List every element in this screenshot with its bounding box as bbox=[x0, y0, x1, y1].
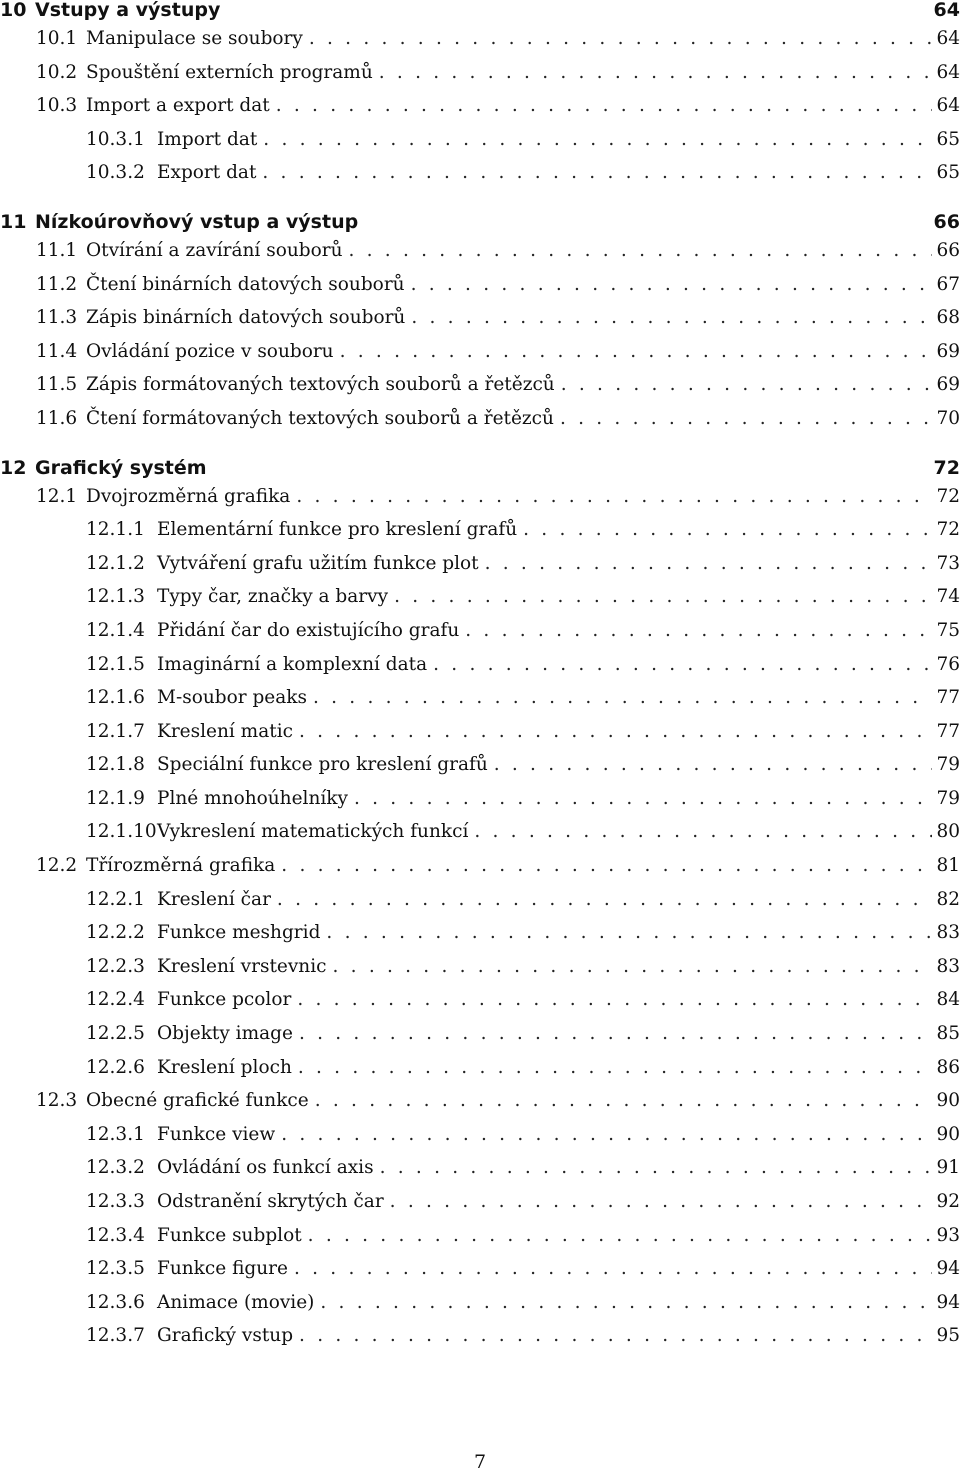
entry-page: 94 bbox=[936, 1291, 960, 1313]
entry-title: Import a export dat bbox=[86, 95, 270, 117]
entry-page: 82 bbox=[936, 888, 960, 910]
entry-title: Čtení formátovaných textových souborů a řetězců bbox=[86, 407, 554, 429]
toc-subsection-entry[interactable] bbox=[0, 815, 960, 849]
entry-number: 12.1.8 bbox=[86, 754, 145, 776]
entry-page: 72 bbox=[936, 485, 960, 507]
entry-number: 11.2 bbox=[36, 273, 78, 295]
toc-subsection-entry[interactable] bbox=[0, 1319, 960, 1353]
dot-leader bbox=[303, 22, 932, 56]
entry-title: Plné mnohoúhelníky bbox=[157, 787, 348, 809]
dot-leader bbox=[373, 56, 932, 90]
chapter-page: 72 bbox=[933, 456, 960, 479]
entry-number: 12.1.6 bbox=[86, 687, 145, 709]
dot-leader bbox=[256, 156, 932, 190]
chapter-number: 10 bbox=[0, 0, 27, 21]
entry-page: 86 bbox=[936, 1056, 960, 1078]
dot-leader bbox=[554, 402, 932, 436]
toc-chapter-heading[interactable] bbox=[0, 212, 960, 232]
dot-leader bbox=[427, 648, 932, 682]
chapter-number: 12 bbox=[0, 456, 27, 479]
dot-leader bbox=[307, 681, 932, 715]
entry-page: 94 bbox=[936, 1258, 960, 1280]
entry-page: 65 bbox=[936, 162, 960, 184]
entry-title: Spouštění externích programů bbox=[86, 61, 373, 83]
entry-number: 10.3.1 bbox=[86, 128, 145, 150]
entry-title: Třírozměrná grafika bbox=[86, 855, 276, 877]
dot-leader bbox=[374, 1151, 932, 1185]
dot-leader bbox=[270, 89, 932, 123]
entry-number: 12.3.1 bbox=[86, 1123, 145, 1145]
entry-number: 12.2.4 bbox=[86, 989, 145, 1011]
entry-title: Odstranění skrytých čar bbox=[157, 1191, 384, 1212]
entry-number: 12.1.5 bbox=[86, 653, 145, 675]
page-number: 7 bbox=[473, 1451, 487, 1473]
toc-section-entry[interactable] bbox=[0, 234, 960, 268]
entry-page: 74 bbox=[936, 586, 960, 608]
entry-number: 12.2 bbox=[36, 855, 78, 877]
entry-page: 75 bbox=[936, 619, 960, 641]
entry-number: 12.1.2 bbox=[86, 552, 145, 574]
entry-number: 11.3 bbox=[36, 307, 78, 329]
entry-title: Vytváření grafu užitím funkce plot bbox=[157, 552, 479, 574]
entry-title: Funkce subplot bbox=[157, 1224, 302, 1246]
toc-section-entry[interactable] bbox=[0, 301, 960, 335]
toc-subsection-entry[interactable] bbox=[0, 1252, 960, 1286]
toc-subsection-entry[interactable] bbox=[0, 1118, 960, 1152]
entry-page: 66 bbox=[936, 239, 960, 261]
entry-title: Funkce figure bbox=[157, 1258, 288, 1280]
entry-title: Zápis formátovaných textových souborů a řetězců bbox=[86, 374, 555, 396]
toc-section-entry[interactable] bbox=[0, 268, 960, 302]
entry-page: 68 bbox=[936, 307, 960, 329]
entry-title: Dvojrozměrná grafika bbox=[86, 485, 291, 507]
entry-number: 12.1.9 bbox=[86, 787, 145, 809]
dot-leader bbox=[288, 1252, 932, 1286]
entry-number: 11.6 bbox=[36, 407, 78, 429]
dot-leader bbox=[257, 123, 932, 157]
dot-leader bbox=[334, 335, 932, 369]
toc-chapter bbox=[0, 458, 960, 1353]
entry-number: 11.1 bbox=[36, 239, 78, 261]
entry-title: Kreslení vrstevnic bbox=[157, 955, 327, 977]
toc-subsection-entry[interactable] bbox=[0, 883, 960, 917]
entry-page: 64 bbox=[936, 28, 960, 49]
chapter-title: Nízkoúrovňový vstup a výstup bbox=[35, 210, 359, 233]
toc-subsection-entry[interactable] bbox=[0, 156, 960, 190]
entry-page: 67 bbox=[936, 273, 960, 295]
entry-number: 12.3 bbox=[36, 1090, 78, 1112]
entry-number: 11.5 bbox=[36, 374, 78, 396]
entry-number: 12.3.3 bbox=[86, 1191, 145, 1212]
toc-subsection-entry[interactable] bbox=[0, 983, 960, 1017]
entry-title: Typy čar, značky a barvy bbox=[157, 586, 389, 608]
entry-page: 69 bbox=[936, 340, 960, 362]
chapter-page: 64 bbox=[933, 0, 960, 21]
entry-title: Imaginární a komplexní data bbox=[157, 653, 428, 675]
entry-title: Animace (movie) bbox=[157, 1291, 315, 1313]
dot-leader bbox=[342, 234, 932, 268]
dot-leader bbox=[290, 480, 932, 514]
toc-subsection-entry[interactable] bbox=[0, 916, 960, 950]
entry-page: 64 bbox=[936, 61, 960, 83]
dot-leader bbox=[314, 1286, 932, 1320]
dot-leader bbox=[309, 1084, 932, 1118]
entry-number: 12.1.10 bbox=[86, 821, 157, 843]
entry-page: 65 bbox=[936, 128, 960, 150]
entry-title: Export dat bbox=[157, 162, 257, 184]
toc-subsection-entry[interactable] bbox=[0, 1185, 960, 1219]
entry-title: Manipulace se soubory bbox=[86, 28, 303, 49]
toc-subsection-entry[interactable] bbox=[0, 547, 960, 581]
entry-page: 70 bbox=[936, 407, 960, 429]
toc-subsection-entry[interactable] bbox=[0, 782, 960, 816]
dot-leader bbox=[348, 782, 932, 816]
entry-page: 76 bbox=[936, 653, 960, 675]
toc-subsection-entry[interactable] bbox=[0, 614, 960, 648]
toc-chapter-heading[interactable] bbox=[0, 0, 960, 20]
dot-leader bbox=[555, 368, 932, 402]
dot-leader bbox=[405, 268, 932, 302]
entry-page: 69 bbox=[936, 374, 960, 396]
toc-subsection-entry[interactable] bbox=[0, 748, 960, 782]
entry-number: 12.2.5 bbox=[86, 1023, 145, 1045]
toc-chapter bbox=[0, 0, 960, 190]
dot-leader bbox=[293, 1017, 932, 1051]
entry-title: Funkce pcolor bbox=[157, 989, 292, 1011]
entry-title: Ovládání pozice v souboru bbox=[86, 340, 334, 362]
entry-number: 12.1.4 bbox=[86, 619, 145, 641]
entry-number: 10.1 bbox=[36, 28, 78, 49]
entry-title: Kreslení matic bbox=[157, 720, 293, 742]
dot-leader bbox=[388, 580, 932, 614]
dot-leader bbox=[517, 513, 932, 547]
toc-subsection-entry[interactable] bbox=[0, 123, 960, 157]
dot-leader bbox=[275, 849, 932, 883]
entry-title: Obecné grafické funkce bbox=[86, 1090, 309, 1112]
entry-number: 12.3.2 bbox=[86, 1157, 145, 1179]
toc-chapter bbox=[0, 212, 960, 436]
chapter-title: Vstupy a výstupy bbox=[35, 0, 221, 21]
entry-number: 12.3.7 bbox=[86, 1325, 145, 1347]
entry-page: 93 bbox=[936, 1224, 960, 1246]
dot-leader bbox=[275, 1118, 932, 1152]
entry-page: 90 bbox=[936, 1090, 960, 1112]
entry-title: Funkce meshgrid bbox=[157, 922, 321, 944]
entry-page: 77 bbox=[936, 687, 960, 709]
toc-subsection-entry[interactable] bbox=[0, 580, 960, 614]
chapter-number: 11 bbox=[0, 210, 27, 233]
toc-subsection-entry[interactable] bbox=[0, 715, 960, 749]
dot-leader bbox=[320, 916, 932, 950]
dot-leader bbox=[293, 1319, 932, 1353]
entry-number: 10.2 bbox=[36, 61, 78, 83]
toc-subsection-entry[interactable] bbox=[0, 1017, 960, 1051]
toc-section-entry[interactable] bbox=[0, 402, 960, 436]
toc-chapter-heading[interactable] bbox=[0, 458, 960, 478]
entry-number: 12.1 bbox=[36, 485, 78, 507]
entry-title: Speciální funkce pro kreslení grafů bbox=[157, 754, 488, 776]
dot-leader bbox=[488, 748, 932, 782]
entry-title: M-soubor peaks bbox=[157, 687, 307, 709]
entry-title: Kreslení čar bbox=[157, 888, 271, 910]
entry-number: 12.2.3 bbox=[86, 955, 145, 977]
entry-page: 64 bbox=[936, 95, 960, 117]
toc-section-entry[interactable] bbox=[0, 480, 960, 514]
entry-page: 72 bbox=[936, 519, 960, 541]
toc-section-entry[interactable] bbox=[0, 368, 960, 402]
toc-section-entry[interactable] bbox=[0, 849, 960, 883]
toc-section-entry[interactable] bbox=[0, 89, 960, 123]
toc-subsection-entry[interactable] bbox=[0, 1286, 960, 1320]
toc-section-entry[interactable] bbox=[0, 22, 960, 56]
entry-title: Otvírání a zavírání souborů bbox=[86, 239, 343, 261]
entry-page: 91 bbox=[936, 1157, 960, 1179]
entry-number: 12.3.6 bbox=[86, 1291, 145, 1313]
entry-page: 84 bbox=[936, 989, 960, 1011]
entry-page: 90 bbox=[936, 1123, 960, 1145]
entry-page: 79 bbox=[936, 787, 960, 809]
entry-title: Kreslení ploch bbox=[157, 1056, 292, 1078]
toc-section-entry[interactable] bbox=[0, 56, 960, 90]
entry-page: 77 bbox=[936, 720, 960, 742]
toc-section-entry[interactable] bbox=[0, 335, 960, 369]
entry-number: 10.3 bbox=[36, 95, 78, 117]
entry-number: 10.3.2 bbox=[86, 162, 145, 184]
dot-leader bbox=[293, 715, 932, 749]
entry-page: 83 bbox=[936, 955, 960, 977]
entry-page: 79 bbox=[936, 754, 960, 776]
toc-section-entry[interactable] bbox=[0, 1084, 960, 1118]
entry-title: Ovládání os funkcí axis bbox=[157, 1157, 374, 1179]
dot-leader bbox=[271, 883, 932, 917]
entry-number: 12.1.7 bbox=[86, 720, 145, 742]
entry-number: 12.1.1 bbox=[86, 519, 145, 541]
entry-page: 95 bbox=[936, 1325, 960, 1347]
entry-title: Čtení binárních datových souborů bbox=[86, 273, 405, 295]
entry-title: Import dat bbox=[157, 128, 258, 150]
toc-subsection-entry[interactable] bbox=[0, 950, 960, 984]
entry-page: 85 bbox=[936, 1023, 960, 1045]
entry-title: Grafický vstup bbox=[157, 1325, 294, 1347]
toc-subsection-entry[interactable] bbox=[0, 1151, 960, 1185]
toc-subsection-entry[interactable] bbox=[0, 681, 960, 715]
entry-number: 12.1.3 bbox=[86, 586, 145, 608]
entry-number: 11.4 bbox=[36, 340, 78, 362]
dot-leader bbox=[384, 1185, 932, 1219]
entry-number: 12.3.4 bbox=[86, 1224, 145, 1246]
toc-subsection-entry[interactable] bbox=[0, 1219, 960, 1253]
entry-page: 73 bbox=[936, 552, 960, 574]
entry-number: 12.3.5 bbox=[86, 1258, 145, 1280]
toc-subsection-entry[interactable] bbox=[0, 513, 960, 547]
entry-page: 92 bbox=[936, 1191, 960, 1212]
entry-title: Vykreslení matematických funkcí bbox=[157, 821, 469, 843]
dot-leader bbox=[292, 1051, 932, 1085]
toc-subsection-entry[interactable] bbox=[0, 1051, 960, 1085]
entry-page: 80 bbox=[936, 821, 960, 843]
toc-subsection-entry[interactable] bbox=[0, 648, 960, 682]
entry-title: Přidání čar do existujícího grafu bbox=[157, 619, 460, 641]
entry-title: Funkce view bbox=[157, 1123, 276, 1145]
dot-leader bbox=[479, 547, 932, 581]
entry-page: 83 bbox=[936, 922, 960, 944]
entry-title: Objekty image bbox=[157, 1023, 293, 1045]
dot-leader bbox=[468, 815, 932, 849]
dot-leader bbox=[291, 983, 932, 1017]
chapter-title: Grafický systém bbox=[35, 456, 207, 479]
entry-number: 12.2.1 bbox=[86, 888, 145, 910]
dot-leader bbox=[459, 614, 932, 648]
entry-title: Zápis binárních datových souborů bbox=[86, 307, 406, 329]
dot-leader bbox=[327, 950, 933, 984]
entry-page: 81 bbox=[936, 855, 960, 877]
entry-number: 12.2.6 bbox=[86, 1056, 145, 1078]
entry-title: Elementární funkce pro kreslení grafů bbox=[157, 519, 518, 541]
dot-leader bbox=[405, 301, 932, 335]
dot-leader bbox=[302, 1219, 932, 1253]
chapter-page: 66 bbox=[933, 210, 960, 233]
entry-number: 12.2.2 bbox=[86, 922, 145, 944]
